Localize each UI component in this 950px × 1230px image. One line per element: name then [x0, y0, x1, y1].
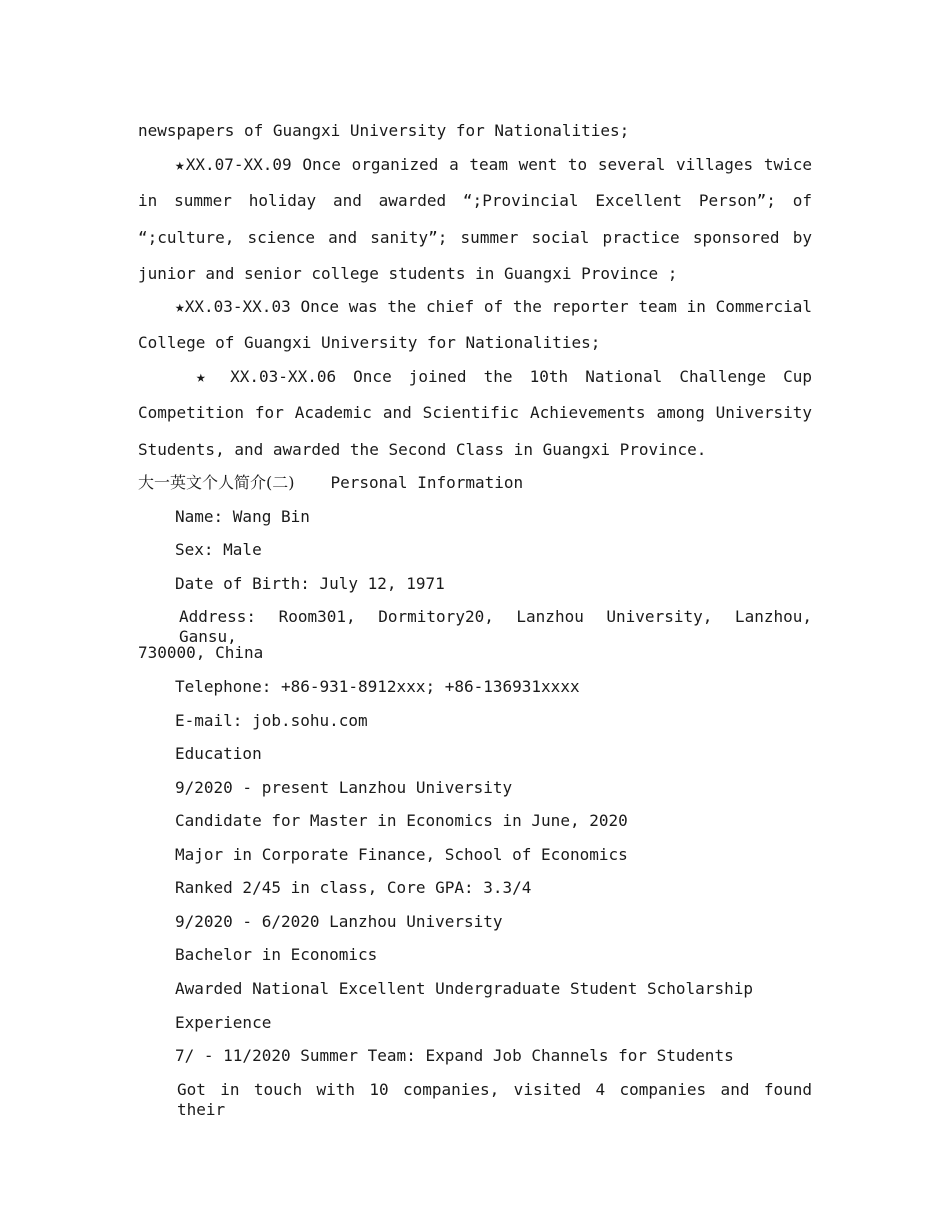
education-line-2: Candidate for Master in Economics in June, 2020 [175, 811, 628, 830]
personal-name: Name: Wang Bin [175, 507, 310, 526]
personal-sex: Sex: Male [175, 540, 262, 559]
award-paragraph-2-line-2: College of Guangxi University for Nationalities; [138, 333, 601, 352]
personal-address-line-2: 730000, China [138, 643, 264, 662]
award-paragraph-1-line-4: junior and senior college students in Guangxi Province ; [138, 264, 678, 283]
personal-address-line-1: Address: Room301, Dormitory20, Lanzhou University, Lanzhou, Gansu, [179, 607, 812, 646]
education-line-6: Bachelor in Economics [175, 945, 378, 964]
experience-heading: Experience [175, 1013, 272, 1032]
experience-line-1: 7/ - 11/2020 Summer Team: Expand Job Channels for Students [175, 1046, 734, 1065]
award-paragraph-2-line-1: ★XX.03-XX.03 Once was the chief of the reporter team in Commercial [175, 297, 812, 316]
personal-email: E-mail: job.sohu.com [175, 711, 368, 730]
education-line-1: 9/2020 - present Lanzhou University [175, 778, 513, 797]
education-line-3: Major in Corporate Finance, School of Economics [175, 845, 628, 864]
education-line-7: Awarded National Excellent Undergraduate Student Scholarship [175, 979, 753, 998]
award-paragraph-1-line-3: “;culture, science and sanity”; summer social practice sponsored by [138, 228, 812, 247]
heading-chinese-title: 大一英文个人简介(二) [138, 473, 295, 492]
award-paragraph-3-line-2: Competition for Academic and Scientific Achievements among University [138, 403, 812, 422]
award-paragraph-1-line-1: ★XX.07-XX.09 Once organized a team went to several villages twice [175, 155, 812, 174]
personal-date-of-birth: Date of Birth: July 12, 1971 [175, 574, 445, 593]
experience-line-2: Got in touch with 10 companies, visited 4 companies and found their [177, 1080, 812, 1119]
award-paragraph-0-line-1: newspapers of Guangxi University for Nationalities; [138, 121, 630, 140]
education-line-4: Ranked 2/45 in class, Core GPA: 3.3/4 [175, 878, 532, 897]
award-paragraph-3-line-3: Students, and awarded the Second Class in Guangxi Province. [138, 440, 707, 459]
award-paragraph-3-line-1: ★ XX.03-XX.06 Once joined the 10th National Challenge Cup [196, 367, 812, 386]
personal-telephone: Telephone: +86-931-8912xxx; +86-136931xxxx [175, 677, 580, 696]
education-heading: Education [175, 744, 262, 763]
section-heading [138, 473, 523, 493]
heading-english-title: Personal Information [330, 473, 524, 492]
education-line-5: 9/2020 - 6/2020 Lanzhou University [175, 912, 503, 931]
award-paragraph-1-line-2: in summer holiday and awarded “;Provincial Excellent Person”; of [138, 191, 812, 210]
